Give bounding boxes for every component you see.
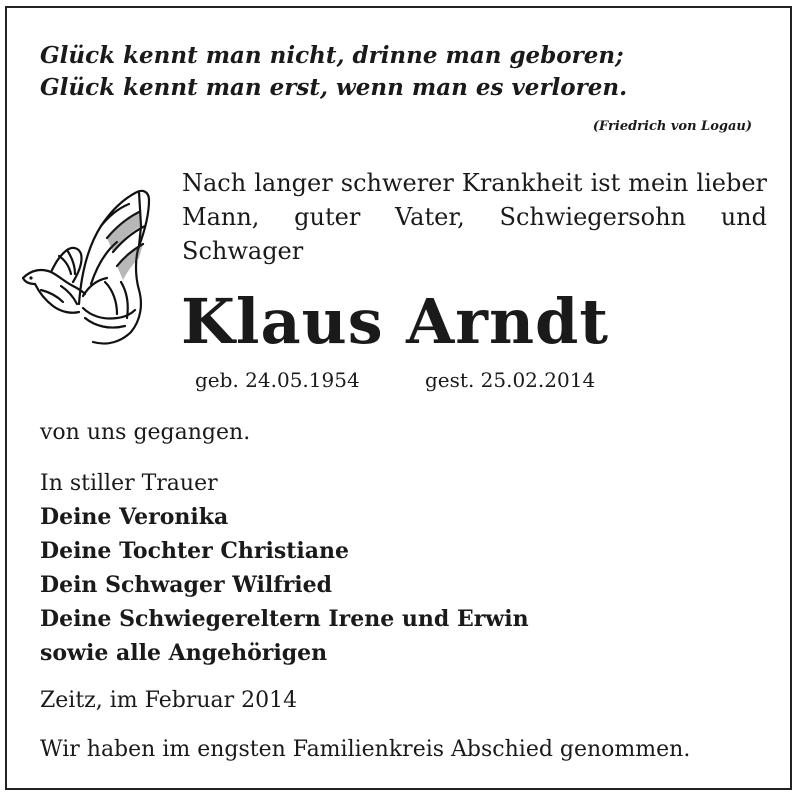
mourner-name: sowie alle Angehörigen xyxy=(40,640,328,666)
mourning-intro: In stiller Trauer xyxy=(40,471,218,496)
praying-hands-with-dove-icon xyxy=(21,186,153,351)
intro-text: Nach langer schwerer Krankheit ist mein lieber Mann, guter Vater, Schwiegersohn und Schwager xyxy=(182,169,767,265)
mourner-name: Deine Veronika xyxy=(40,504,229,530)
quote-line-1: Glück kennt man nicht, drinne man geboren; xyxy=(40,42,624,69)
passed-away-text: von uns gegangen. xyxy=(40,420,251,445)
quote-line-2: Glück kennt man erst, wenn man es verloren. xyxy=(40,74,628,101)
birth-date: geb. 24.05.1954 xyxy=(195,368,360,392)
mourner-name: Deine Schwiegereltern Irene und Erwin xyxy=(40,606,529,632)
death-date: gest. 25.02.2014 xyxy=(425,368,596,392)
mourner-name: Dein Schwager Wilfried xyxy=(40,572,333,598)
mourner-name: Deine Tochter Christiane xyxy=(40,538,350,564)
quote-attribution: (Friedrich von Logau) xyxy=(592,119,752,134)
place-and-date: Zeitz, im Februar 2014 xyxy=(40,688,298,713)
farewell-note: Wir haben im engsten Familienkreis Abschied genommen. xyxy=(40,737,691,762)
obituary-notice xyxy=(5,6,792,790)
deceased-name: Klaus Arndt xyxy=(181,285,610,358)
